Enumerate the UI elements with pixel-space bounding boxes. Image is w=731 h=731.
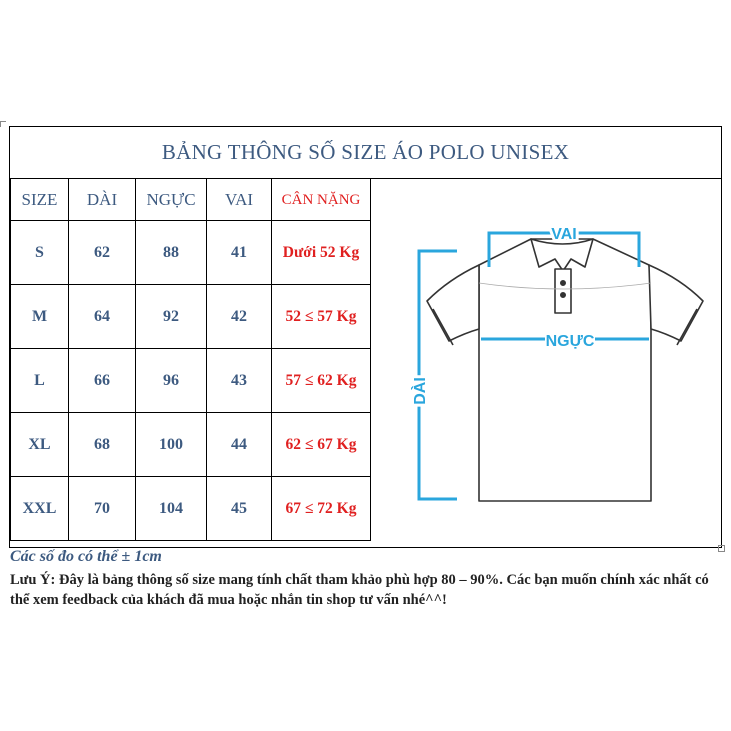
cell-length: 66 [69,349,136,413]
cell-chest: 88 [136,221,207,285]
disclaimer-note: Lưu Ý: Đây là bảng thông số size mang tính chất tham khảo phù hợp 80 – 90%. Các bạn muốn chính xác nhất có thể xem feedback của khách đã mua hoặc nhắn tin shop tư vấn nhé^^! [10,572,709,608]
cell-chest: 92 [136,285,207,349]
cell-chest: 96 [136,349,207,413]
cell-shoulder: 43 [207,349,272,413]
size-chart [9,126,722,548]
cell-size: M [11,285,69,349]
cell-size: XL [11,413,69,477]
cell-size: S [11,221,69,285]
cell-shoulder: 42 [207,285,272,349]
cell-weight: 57 ≤ 62 Kg [272,349,371,413]
length-label: DÀI [412,377,429,405]
table-row [11,349,371,413]
table-row [11,221,371,285]
shoulder-label: VAI [551,226,577,243]
cell-shoulder: 45 [207,477,272,541]
cell-length: 70 [69,477,136,541]
cell-chest: 100 [136,413,207,477]
cell-length: 64 [69,285,136,349]
table-row [11,413,371,477]
cell-length: 62 [69,221,136,285]
cell-weight: 62 ≤ 67 Kg [272,413,371,477]
cell-shoulder: 41 [207,221,272,285]
cell-weight: 52 ≤ 57 Kg [272,285,371,349]
cell-weight: 67 ≤ 72 Kg [272,477,371,541]
column-header-length: DÀI [69,179,136,221]
cell-shoulder: 44 [207,413,272,477]
corner-marker-top-left [0,121,6,127]
table-row [11,285,371,349]
chest-label: NGỰC [545,333,595,350]
cell-size: L [11,349,69,413]
column-header-weight: CÂN NẶNG [272,179,371,221]
cell-weight: Dưới 52 Kg [272,221,371,285]
size-table [10,178,371,541]
cell-length: 68 [69,413,136,477]
table-header-row [11,179,371,221]
table-row [11,477,371,541]
column-header-chest: NGỰC [136,179,207,221]
corner-marker-bottom-right [718,545,725,552]
column-header-shoulder: VAI [207,179,272,221]
measurement-note: Các số đo có thể ± 1cm [10,548,162,565]
column-header-size: SIZE [11,179,69,221]
cell-size: XXL [11,477,69,541]
chart-title: BẢNG THÔNG SỐ SIZE ÁO POLO UNISEX [10,127,721,179]
polo-shirt-diagram [371,179,722,548]
cell-chest: 104 [136,477,207,541]
polo-shirt-icon [427,239,703,501]
